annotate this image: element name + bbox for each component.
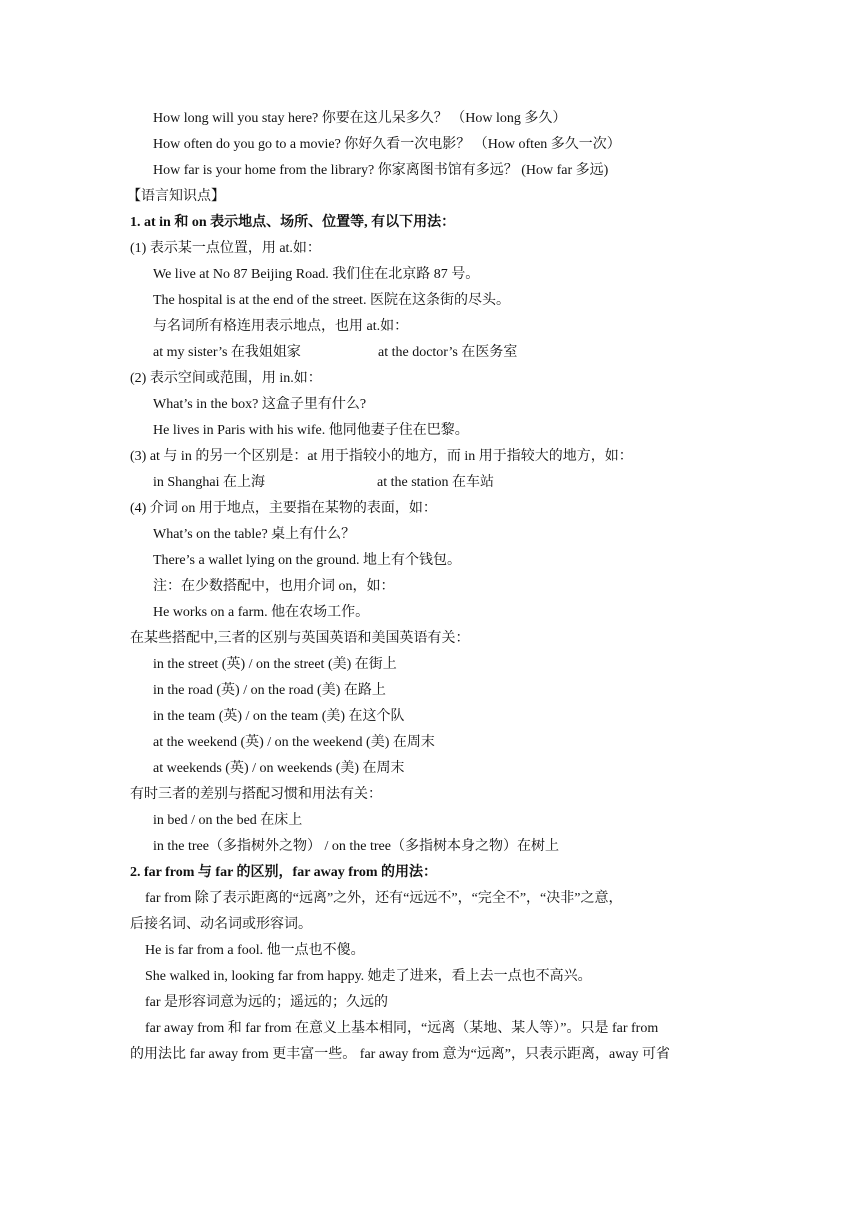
example-line: What’s on the table? 桌上有什么？: [153, 527, 356, 542]
example-line: He is far from a fool. 他一点也不傻。: [145, 943, 365, 958]
example-line: She walked in, looking far from happy. 她走了进来，看上去一点也不高兴。: [145, 969, 592, 984]
text-line: 与名词所有格连用表示地点，也用 at.如：: [153, 319, 409, 334]
example-line: What’s in the box? 这盒子里有什么?: [153, 397, 367, 412]
example-line: in Shanghai 在上海: [153, 475, 265, 490]
example-line: at the station 在车站: [377, 475, 495, 490]
text-line: (2) 表示空间或范围，用 in.如：: [130, 371, 322, 386]
example-line: There’s a wallet lying on the ground. 地上有个钱包。: [153, 553, 461, 568]
example-line: in the team (英) / on the team (美) 在这个队: [153, 709, 405, 724]
text-line: 的用法比 far away from 更丰富一些。 far away from 意为“远离”，只表示距离，away 可省: [130, 1047, 671, 1062]
example-line: at the weekend (英) / on the weekend (美) 在周末: [153, 735, 435, 750]
point-heading: 2. far from 与 far 的区别，far away from 的用法：: [130, 865, 438, 880]
example-line: We live at No 87 Beijing Road. 我们住在北京路 87 号。: [153, 267, 480, 282]
example-line: in the street (英) / on the street (美) 在街上: [153, 657, 397, 672]
example-line: He lives in Paris with his wife. 他同他妻子住在巴黎。: [153, 423, 469, 438]
text-line: far away from 和 far from 在意义上基本相同，“远离（某地、某人等）”。只是 far from: [145, 1021, 659, 1036]
example-line: at my sister’s 在我姐姐家: [153, 345, 301, 360]
example-line: The hospital is at the end of the street. 医院在这条街的尽头。: [153, 293, 510, 308]
point-heading: 1. at in 和 on 表示地点、场所、位置等, 有以下用法：: [130, 215, 456, 230]
text-line: 后接名词、动名词或形容词。: [130, 917, 312, 932]
text-line: How far is your home from the library? 你家离图书馆有多远？ (How far 多远): [153, 163, 609, 178]
example-line: at weekends (英) / on weekends (美) 在周末: [153, 761, 405, 776]
example-line: He works on a farm. 他在农场工作。: [153, 605, 370, 620]
section-heading: 【语言知识点】: [127, 189, 225, 204]
text-line: (1) 表示某一点位置，用 at.如：: [130, 241, 321, 256]
text-line: How often do you go to a movie? 你好久看一次电影？ （How often 多久一次）: [153, 137, 621, 152]
text-line: 有时三者的差别与搭配习惯和用法有关：: [130, 787, 382, 802]
text-line: (3) at 与 in 的另一个区别是：at 用于指较小的地方，而 in 用于指较大的地方，如：: [130, 449, 633, 464]
text-line: 在某些搭配中,三者的区别与英国英语和美国英语有关：: [130, 631, 470, 646]
example-line: at the doctor’s 在医务室: [378, 345, 518, 360]
example-line: in the road (英) / on the road (美) 在路上: [153, 683, 386, 698]
example-line: in bed / on the bed 在床上: [153, 813, 303, 828]
text-line: How long will you stay here? 你要在这儿呆多久？ （How long 多久）: [153, 111, 567, 126]
example-line: in the tree（多指树外之物） / on the tree（多指树本身之物）在树上: [153, 839, 559, 854]
text-line: (4) 介词 on 用于地点，主要指在某物的表面，如：: [130, 501, 437, 516]
text-line: far from 除了表示距离的“远离”之外，还有“远远不”，“完全不”，“决非”之意，: [145, 891, 623, 906]
text-line: far 是形容词意为远的；遥远的；久远的: [145, 995, 389, 1010]
note-line: 注：在少数搭配中，也用介词 on，如：: [153, 579, 395, 594]
